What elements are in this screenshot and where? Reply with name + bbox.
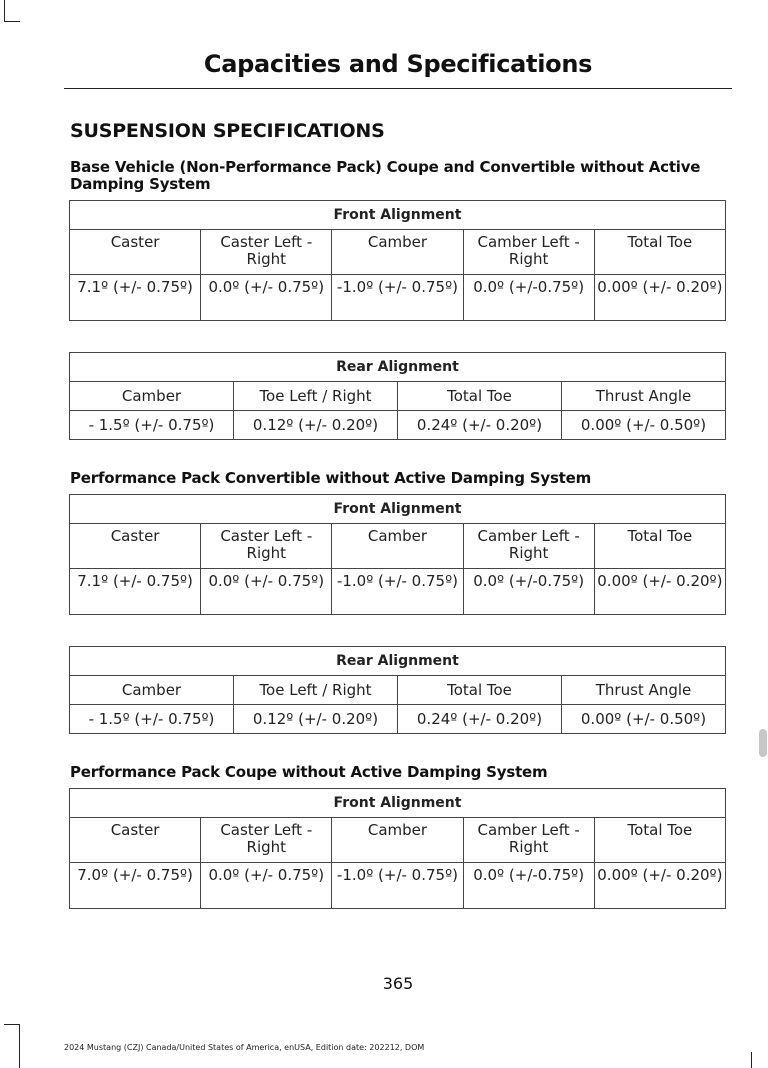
page-title: Capacities and Specifications (203, 50, 593, 78)
crop-mark (751, 1052, 752, 1068)
table-cell: 0.0º (+/- 0.75º) (201, 275, 332, 321)
table-cell: 0.00º (+/- 0.20º) (594, 569, 725, 615)
column-header: Caster Left - Right (201, 818, 332, 863)
table-cell: 0.0º (+/-0.75º) (463, 569, 594, 615)
table-cell: 0.24º (+/- 0.20º) (398, 705, 562, 734)
crop-mark (4, 0, 5, 22)
front-alignment-table (69, 494, 726, 615)
column-header: Thrust Angle (562, 382, 726, 411)
column-header: Camber (332, 230, 463, 275)
table-cell: 0.00º (+/- 0.20º) (594, 863, 725, 909)
column-header: Total Toe (594, 818, 725, 863)
table-cell: -1.0º (+/- 0.75º) (332, 569, 463, 615)
table-caption: Rear Alignment (70, 647, 726, 676)
column-header: Caster (70, 524, 201, 569)
column-header: Caster Left - Right (201, 524, 332, 569)
table-cell: 0.0º (+/-0.75º) (463, 275, 594, 321)
table-cell: 0.00º (+/- 0.50º) (562, 411, 726, 440)
footer-edition-info: 2024 Mustang (CZJ) Canada/United States of America, enUSA, Edition date: 202212, DOM (64, 1043, 425, 1052)
table-caption: Front Alignment (70, 495, 726, 524)
column-header: Camber (70, 382, 234, 411)
table-cell: - 1.5º (+/- 0.75º) (70, 705, 234, 734)
table-cell: 0.00º (+/- 0.50º) (562, 705, 726, 734)
column-header: Total Toe (398, 676, 562, 705)
group-heading: Base Vehicle (Non-Performance Pack) Coupe and Convertible without Active Damping System (70, 158, 701, 193)
column-header: Caster Left - Right (201, 230, 332, 275)
scrollbar-thumb[interactable] (759, 729, 767, 757)
crop-mark (4, 21, 20, 22)
front-alignment-table (69, 788, 726, 909)
table-cell: 7.1º (+/- 0.75º) (70, 569, 201, 615)
column-header: Toe Left / Right (234, 676, 398, 705)
column-header: Total Toe (594, 230, 725, 275)
table-cell: 7.1º (+/- 0.75º) (70, 275, 201, 321)
table-caption: Front Alignment (70, 201, 726, 230)
table-cell: 0.00º (+/- 0.20º) (594, 275, 725, 321)
front-alignment-table (69, 200, 726, 321)
crop-mark (19, 1024, 20, 1068)
rear-alignment-table (69, 352, 726, 440)
table-cell: 0.0º (+/- 0.75º) (201, 569, 332, 615)
page-number: 365 (382, 974, 414, 993)
column-header: Toe Left / Right (234, 382, 398, 411)
column-header: Thrust Angle (562, 676, 726, 705)
table-caption: Rear Alignment (70, 353, 726, 382)
column-header: Camber (70, 676, 234, 705)
table-cell: 0.0º (+/- 0.75º) (201, 863, 332, 909)
column-header: Caster (70, 818, 201, 863)
crop-mark (4, 1024, 20, 1025)
group-heading: Performance Pack Convertible without Active Damping System (70, 469, 592, 487)
column-header: Camber (332, 818, 463, 863)
column-header: Camber Left - Right (463, 818, 594, 863)
column-header: Camber Left - Right (463, 230, 594, 275)
table-cell: 0.24º (+/- 0.20º) (398, 411, 562, 440)
column-header: Camber Left - Right (463, 524, 594, 569)
table-cell: 7.0º (+/- 0.75º) (70, 863, 201, 909)
table-cell: -1.0º (+/- 0.75º) (332, 863, 463, 909)
table-cell: -1.0º (+/- 0.75º) (332, 275, 463, 321)
group-heading: Performance Pack Coupe without Active Damping System (70, 763, 548, 781)
column-header: Caster (70, 230, 201, 275)
title-divider (64, 88, 732, 89)
column-header: Total Toe (398, 382, 562, 411)
column-header: Total Toe (594, 524, 725, 569)
table-caption: Front Alignment (70, 789, 726, 818)
table-cell: 0.0º (+/-0.75º) (463, 863, 594, 909)
rear-alignment-table (69, 646, 726, 734)
table-cell: 0.12º (+/- 0.20º) (234, 705, 398, 734)
column-header: Camber (332, 524, 463, 569)
table-cell: 0.12º (+/- 0.20º) (234, 411, 398, 440)
table-cell: - 1.5º (+/- 0.75º) (70, 411, 234, 440)
section-heading: SUSPENSION SPECIFICATIONS (70, 120, 385, 142)
